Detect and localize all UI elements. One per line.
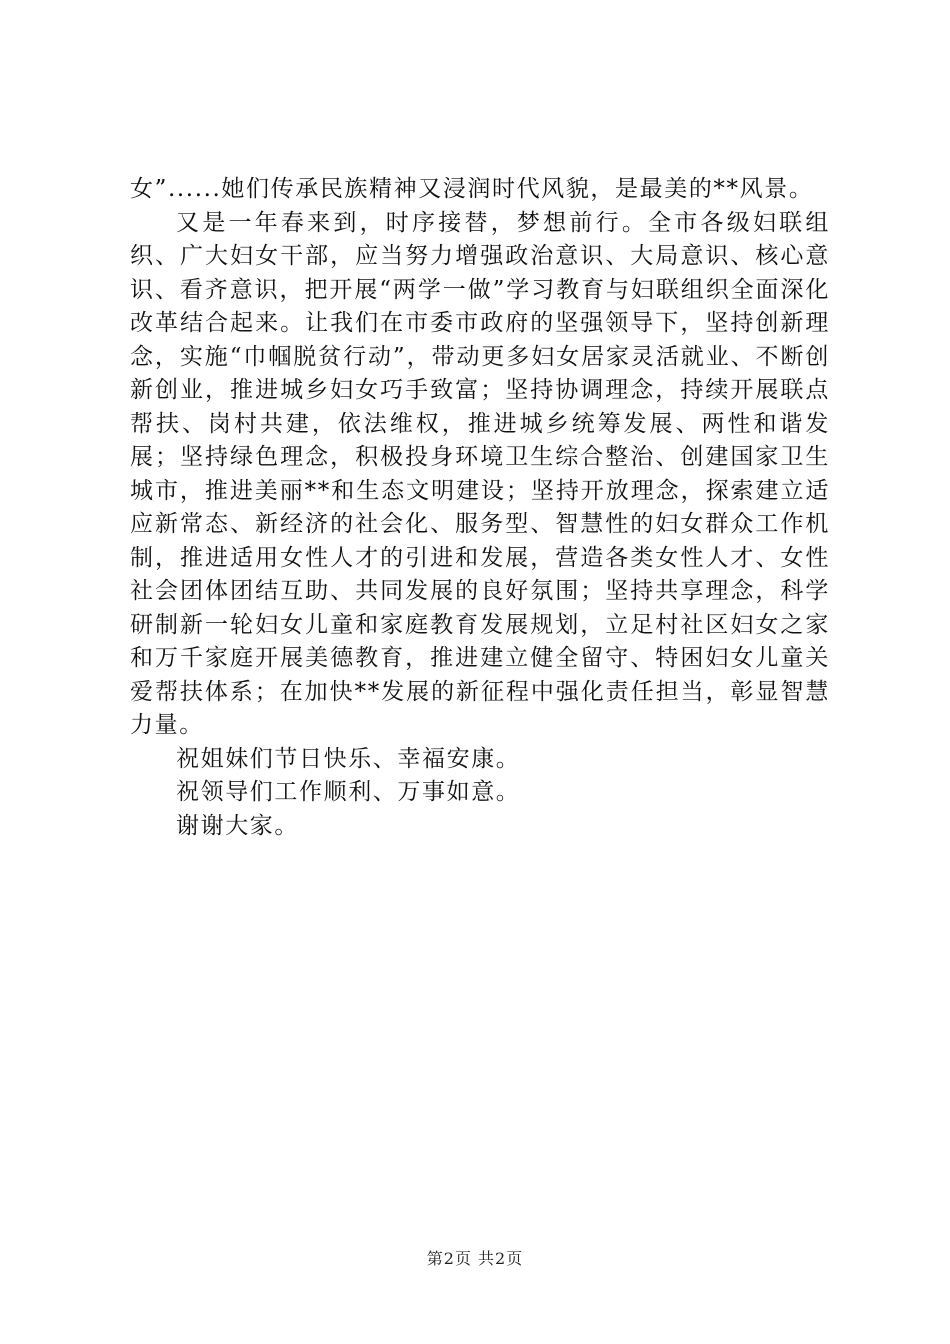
document-body (130, 173, 830, 843)
paragraph-thanks: 谢谢大家。 (176, 812, 299, 839)
page-footer: 第2页 共2页 (426, 1249, 524, 1268)
paragraph-wish-sisters: 祝姐妹们节日快乐、幸福安康。 (176, 745, 521, 772)
paragraph-wish-leaders: 祝领导们工作顺利、万事如意。 (176, 779, 521, 805)
paragraph-main: 又是一年春来到，时序接替，梦想前行。全市各级妇联组织、广大妇女干部，应当努力增强政治意识、大局意识、核心意识、看齐意识，把开展“两学一做”学习教育与妇联组织全面深化改革结合起来。让我们在市委市政府的坚强领导下，坚持创新理念，实施“巾帼脱贫行动”，带动更多妇女居家灵活就业、不断创新创业，推进城乡妇女巧手致富；坚持协调理念，持续开展联点帮扶、岗村共建，依法维权，推进城乡统筹发展、两性和谐发展；坚持绿色理念，积极投身环境卫生综合整治、创建国家卫生城市，推进美丽**和生态文明建设；坚持开放理念，探索建立适应新常态、新经济的社会化、服务型、智慧性的妇女群众工作机制，推进适用女性人才的引进和发展，营造各类女性人才、女性社会团体团结互助、共同发展的良好氛围；坚持共享理念，科学研制新一轮妇女儿童和家庭教育发展规划，立足村社区妇女之家和万千家庭开展美德教育，推进建立健全留守、特困妇女儿童关爱帮扶体系；在加快**发展的新征程中强化责任担当，彰显智慧力量。 (130, 209, 830, 738)
paragraph-continuation: 女”......她们传承民族精神又浸润时代风貌，是最美的**风景。 (130, 176, 814, 202)
